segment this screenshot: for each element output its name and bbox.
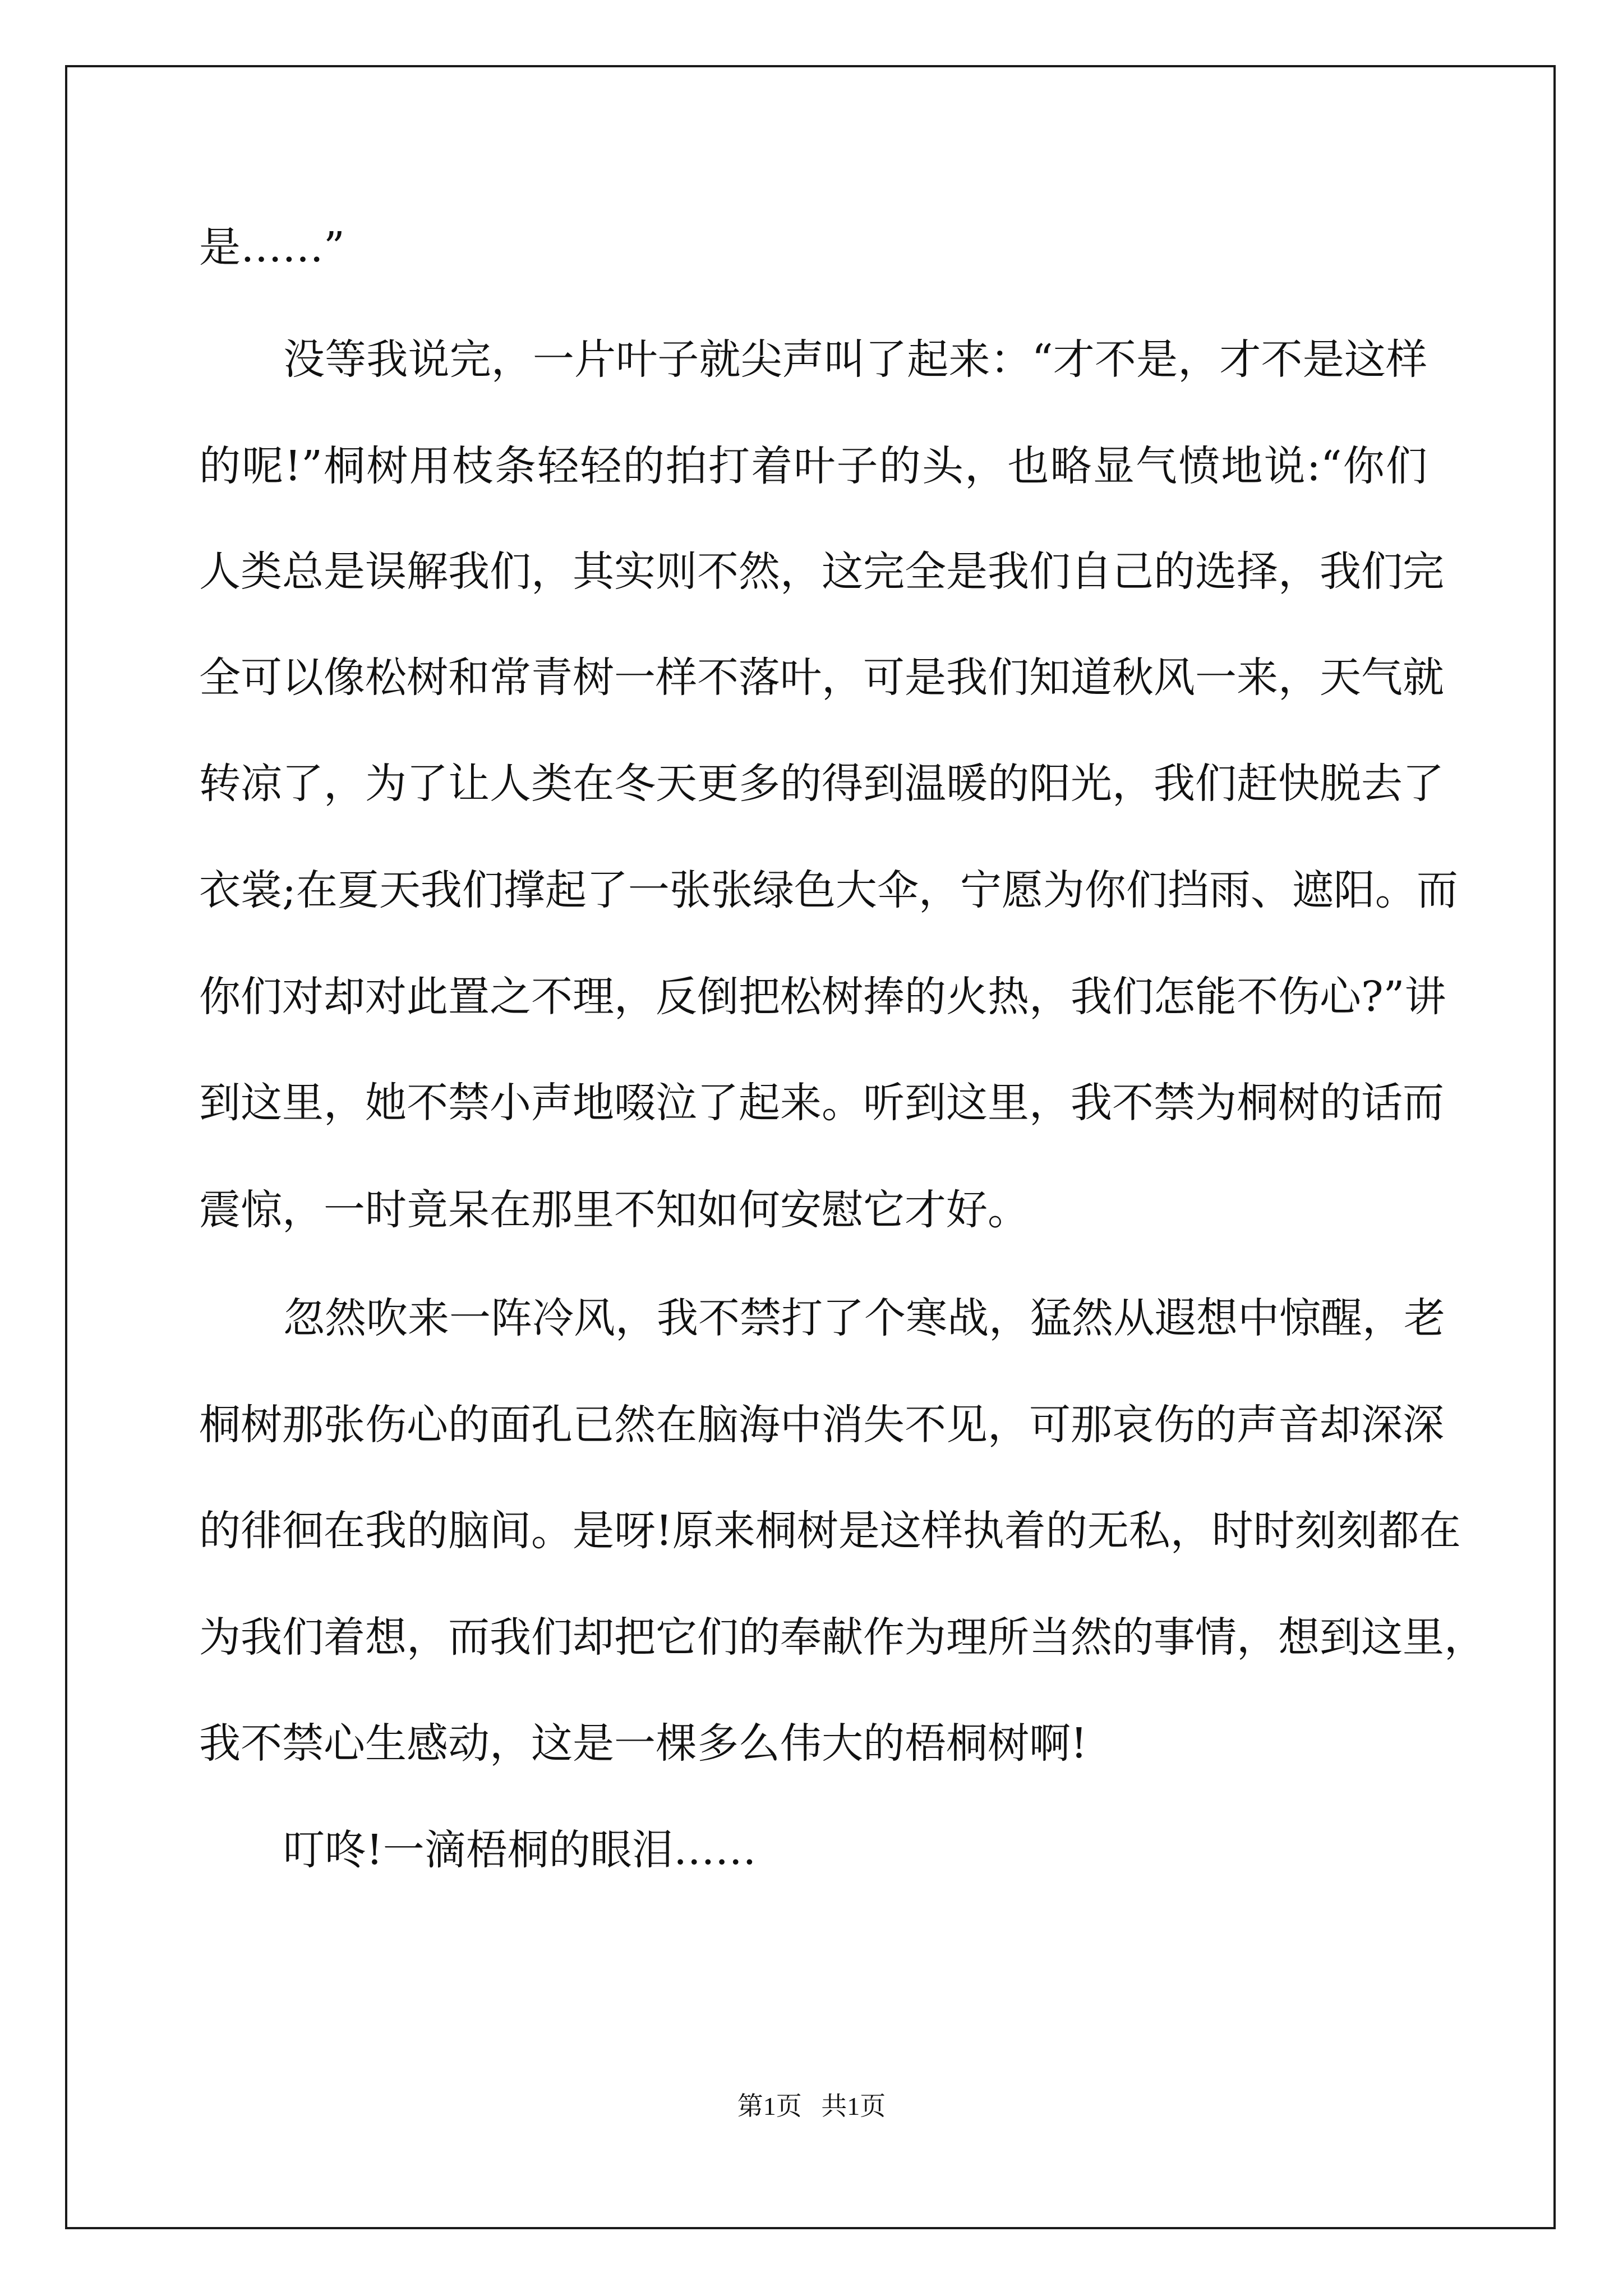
text-line: 衣裳;在夏天我们撑起了一张张绿色大伞，宁愿为你们挡雨、遮阳。而	[199, 866, 1458, 914]
text-line: 我不禁心生感动，这是一棵多么伟大的梧桐树啊!	[199, 1719, 1087, 1768]
page-number-footer: 第1页 共1页	[737, 2092, 886, 2120]
text-line: 的徘徊在我的脑间。是呀!原来桐树是这样执着的无私，时时刻刻都在	[199, 1507, 1461, 1555]
text-line: 人类总是误解我们，其实则不然，这完全是我们自己的选择，我们完	[199, 547, 1444, 596]
text-line: 没等我说完，一片叶子就尖声叫了起来：“才不是，才不是这样	[283, 335, 1427, 384]
page-border	[65, 65, 1556, 2229]
text-line: 叮咚!一滴梧桐的眼泪……	[283, 1826, 757, 1874]
text-line: 你们对却对此置之不理，反倒把松树捧的火热，我们怎能不伤心?”讲	[199, 973, 1446, 1021]
text-line: 震惊，一时竟呆在那里不知如何安慰它才好。	[199, 1186, 1029, 1234]
text-line: 转凉了，为了让人类在冬天更多的得到温暖的阳光，我们赶快脱去了	[199, 760, 1444, 808]
text-line: 桐树那张伤心的面孔已然在脑海中消失不见，可那哀伤的声音却深深	[199, 1401, 1444, 1449]
text-line: 的呢!”桐树用枝条轻轻的拍打着叶子的头，也略显气愤地说:“你们	[199, 442, 1427, 490]
text-line: 是……”	[199, 223, 345, 272]
text-line: 忽然吹来一阵冷风，我不禁打了个寒战，猛然从遐想中惊醒，老	[283, 1294, 1445, 1342]
text-line: 为我们着想，而我们却把它们的奉献作为理所当然的事情，想到这里，	[199, 1613, 1486, 1662]
text-line: 到这里，她不禁小声地啜泣了起来。听到这里，我不禁为桐树的话而	[199, 1079, 1444, 1127]
text-line: 全可以像松树和常青树一样不落叶，可是我们知道秋风一来，天气就	[199, 654, 1444, 702]
